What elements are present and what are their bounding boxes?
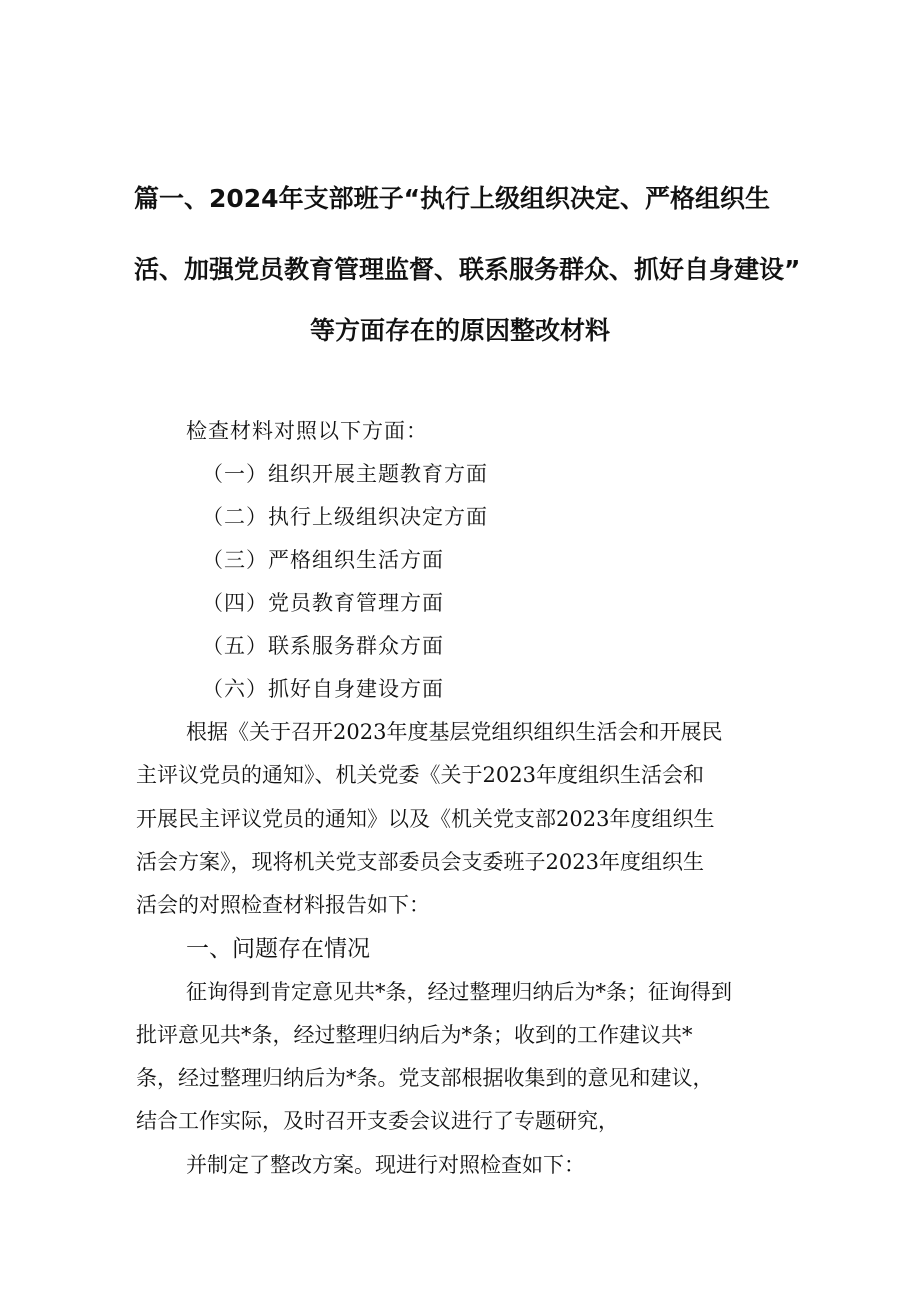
aspect-item-3: （三）严格组织生活方面: [202, 548, 444, 572]
document-title-line-2: 活、加强党员教育管理监督、联系服务群众、抓好自身建设”: [134, 255, 801, 284]
aspect-item-2: （二）执行上级组织决定方面: [202, 505, 488, 529]
paragraph-1-line-3: 开展民主评议党员的通知》以及《机关党支部2023年度组织生: [136, 807, 715, 831]
document-title-line-1: 篇一、2024年支部班子“执行上级组织决定、严格组织生: [134, 184, 771, 213]
paragraph-1-line-2: 主评议党员的通知》、机关党委《关于2023年度组织生活会和: [136, 763, 704, 787]
paragraph-2-line-4: 结合工作实际，及时召开支委会议进行了专题研究，: [136, 1109, 619, 1133]
aspect-item-5: （五）联系服务群众方面: [202, 634, 444, 658]
intro-text: 检查材料对照以下方面：: [186, 419, 428, 443]
paragraph-3: 并制定了整改方案。现进行对照检查如下：: [186, 1153, 585, 1177]
document-title-line-3: 等方面存在的原因整改材料: [309, 316, 610, 345]
paragraph-1-line-4: 活会方案》，现将机关党支部委员会支委班子2023年度组织生: [136, 850, 704, 874]
section-heading: 一、问题存在情况: [186, 936, 370, 962]
aspect-item-1: （一）组织开展主题教育方面: [202, 462, 488, 486]
aspect-item-6: （六）抓好自身建设方面: [202, 677, 444, 701]
paragraph-2-line-3: 条，经过整理归纳后为*条。党支部根据收集到的意见和建议，: [136, 1066, 714, 1090]
paragraph-1-line-1: 根据《关于召开2023年度基层党组织组织生活会和开展民: [186, 720, 723, 744]
paragraph-2-line-1: 征询得到肯定意见共*条，经过整理归纳后为*条；征询得到: [186, 980, 732, 1004]
paragraph-1-line-5: 活会的对照检查材料报告如下：: [136, 893, 430, 917]
paragraph-2-line-2: 批评意见共*条，经过整理归纳后为*条；收到的工作建议共*: [136, 1023, 693, 1047]
aspect-item-4: （四）党员教育管理方面: [202, 591, 444, 615]
